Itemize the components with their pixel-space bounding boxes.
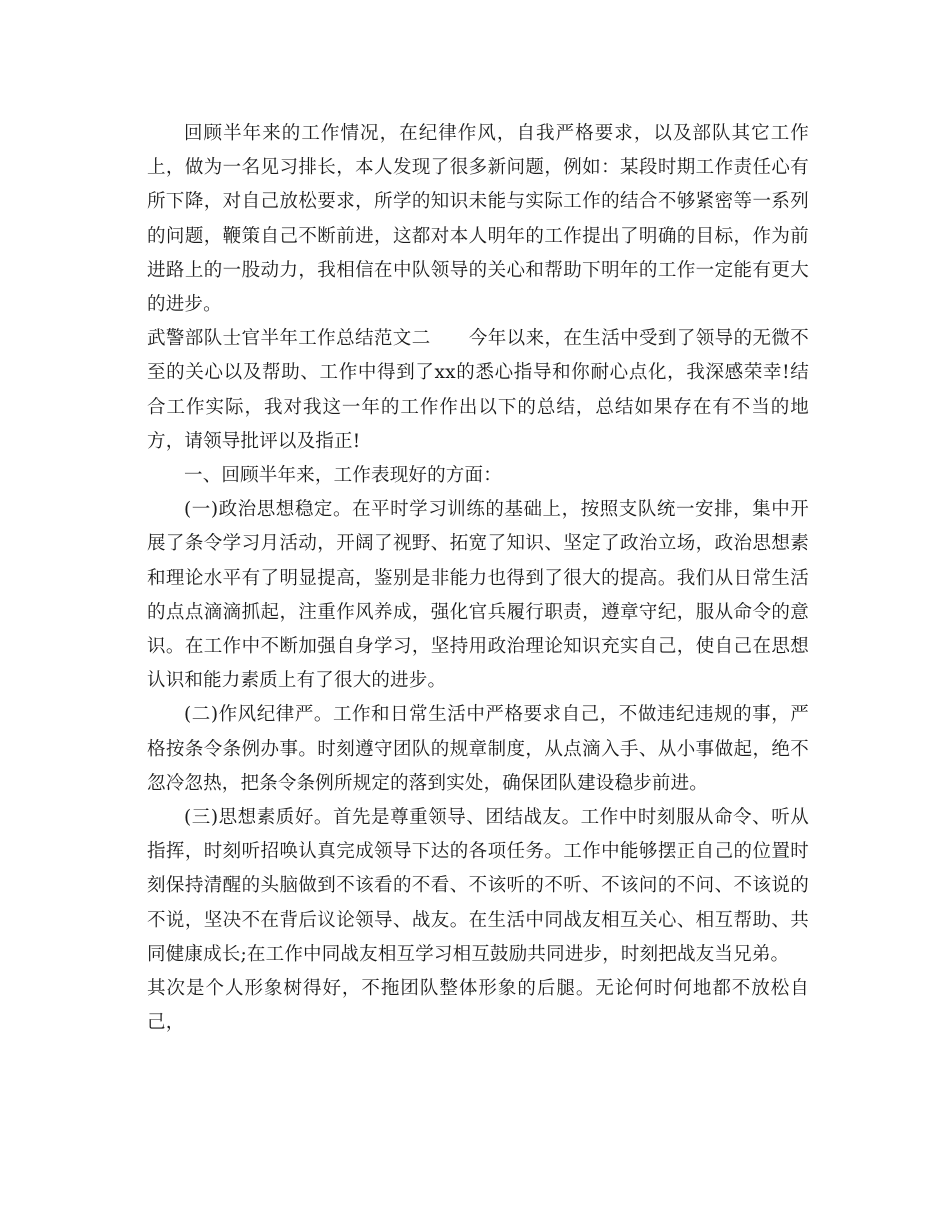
paragraph-text: 一、回顾半年来，工作表现好的方面： bbox=[184, 465, 502, 487]
paragraph-section-two bbox=[147, 322, 809, 459]
paragraph-review-summary bbox=[147, 117, 809, 322]
paragraph-text: 其次是个人形象树得好，不拖团队整体形象的后腿。无论何时何地都不放松自己， bbox=[147, 978, 809, 1034]
paragraph-text: (三)思想素质好。首先是尊重领导、团结战友。工作中时刻服从命令、听从指挥，时刻听招唤认真完成领导下达的各项任务。工作中能够摆正自己的位置时刻保持清醒的头脑做到不该看的不看、不该听的不听、不该问的不问、不该说的不说，坚决不在背后议论领导、战友。在生活中同战友相互关心、相互帮助、共同健康成长;在工作中同战友相互学习相互鼓励共同进步，时刻把战友当兄弟。 bbox=[147, 807, 809, 965]
paragraph-text: (二)作风纪律严。工作和日常生活中严格要求自己，不做违纪违规的事，严格按条令条例办事。时刻遵守团队的规章制度，从点滴入手、从小事做起，绝不忽冷忽热，把条令条例所规定的落到实处，确保团队建设稳步前进。 bbox=[147, 704, 809, 794]
paragraph-ideological-quality bbox=[147, 801, 809, 972]
paragraph-text: 回顾半年来的工作情况，在纪律作风，自我严格要求，以及部队其它工作上，做为一名见习排长，本人发现了很多新问题，例如：某段时期工作责任心有所下降，对自己放松要求，所学的知识未能与实际工作的结合不够紧密等一系列的问题，鞭策自己不断前进，这都对本人明年的工作提出了明确的目标，作为前进路上的一股动力，我相信在中队领导的关心和帮助下明年的工作一定能有更大的进步。 bbox=[147, 123, 809, 316]
paragraph-discipline bbox=[147, 698, 809, 801]
paragraph-text: (一)政治思想稳定。在平时学习训练的基础上，按照支队统一安排，集中开展了条令学习月活动，开阔了视野、拓宽了知识、坚定了政治立场，政治思想素和理论水平有了明显提高，鉴别是非能力也得到了很大的提高。我们从日常生活的点点滴滴抓起，注重作风养成，强化官兵履行职责，遵章守纪，服从命令的意识。在工作中不断加强自身学习，坚持用政治理论知识充实自己，使自己在思想认识和能力素质上有了很大的进步。 bbox=[147, 499, 809, 692]
paragraph-political-thought bbox=[147, 493, 809, 698]
paragraph-personal-image bbox=[147, 972, 809, 1040]
paragraph-text: 今年以来，在生活中受到了领导的无微不至的关心以及帮助、工作中得到了xx的悉心指导和你耐心点化，我深感荣幸!结合工作实际，我对我这一年的工作作出以下的总结，总结如果存在有不当的地方，请领导批评以及指正! bbox=[147, 328, 809, 452]
section-title: 武警部队士官半年工作总结范文二 bbox=[147, 328, 431, 350]
document-body bbox=[147, 117, 809, 1040]
paragraph-heading-one bbox=[147, 459, 809, 493]
